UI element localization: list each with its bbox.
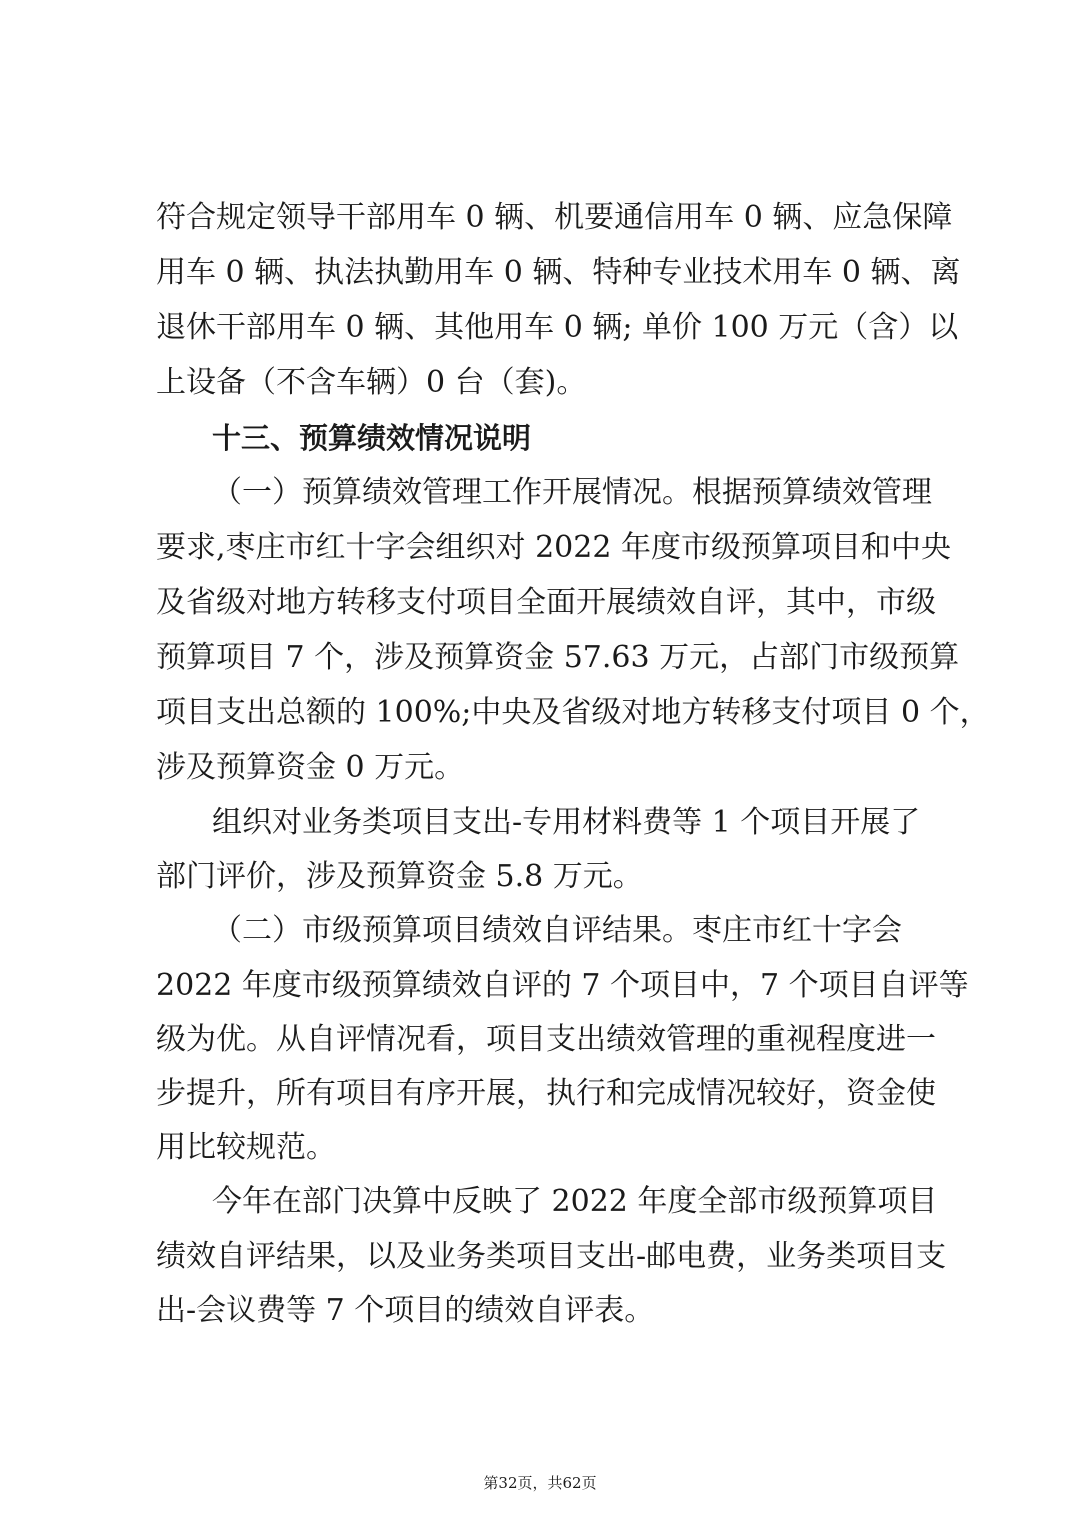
body-text-line: 用车 0 辆、执法执勤用车 0 辆、特种专业技术用车 0 辆、离 xyxy=(156,255,961,290)
body-text-line: 及省级对地方转移支付项目全面开展绩效自评，其中，市级 xyxy=(156,585,936,620)
body-text-line: 要求,枣庄市红十字会组织对 2022 年度市级预算项目和中央 xyxy=(156,530,951,565)
body-text-line: 今年在部门决算中反映了 2022 年度全部市级预算项目 xyxy=(212,1184,938,1219)
body-text-line: 预算项目 7 个，涉及预算资金 57.63 万元，占部门市级预算 xyxy=(156,640,960,675)
body-text-line: 上设备（不含车辆）0 台（套)。 xyxy=(156,365,587,400)
body-text-line: 出-会议费等 7 个项目的绩效自评表。 xyxy=(156,1293,655,1328)
body-text-line: 涉及预算资金 0 万元。 xyxy=(156,750,465,785)
body-text-line: 用比较规范。 xyxy=(156,1130,336,1165)
body-text-line: 组织对业务类项目支出-专用材料费等 1 个项目开展了 xyxy=(212,805,921,840)
body-text-line: （二）市级预算项目绩效自评结果。枣庄市红十字会 xyxy=(212,913,902,948)
page-number: 第32页，共62页 xyxy=(483,1474,597,1492)
body-text-line: 项目支出总额的 100%;中央及省级对地方转移支付项目 0 个， xyxy=(156,695,990,730)
body-text-line: 符合规定领导干部用车 0 辆、机要通信用车 0 辆、应急保障 xyxy=(156,200,953,235)
body-text-line: 级为优。从自评情况看，项目支出绩效管理的重视程度进一 xyxy=(156,1022,936,1057)
body-text-line: 绩效自评结果，以及业务类项目支出-邮电费，业务类项目支 xyxy=(156,1239,947,1274)
body-text-line: 部门评价，涉及预算资金 5.8 万元。 xyxy=(156,859,643,894)
section-heading: 十三、预算绩效情况说明 xyxy=(212,421,532,455)
body-text-line: 步提升，所有项目有序开展，执行和完成情况较好，资金使 xyxy=(156,1076,936,1111)
body-text-line: （一）预算绩效管理工作开展情况。根据预算绩效管理 xyxy=(212,475,932,510)
body-text-line: 退休干部用车 0 辆、其他用车 0 辆; 单价 100 万元（含）以 xyxy=(156,310,959,345)
body-text-line: 2022 年度市级预算绩效自评的 7 个项目中，7 个项目自评等 xyxy=(156,968,969,1003)
